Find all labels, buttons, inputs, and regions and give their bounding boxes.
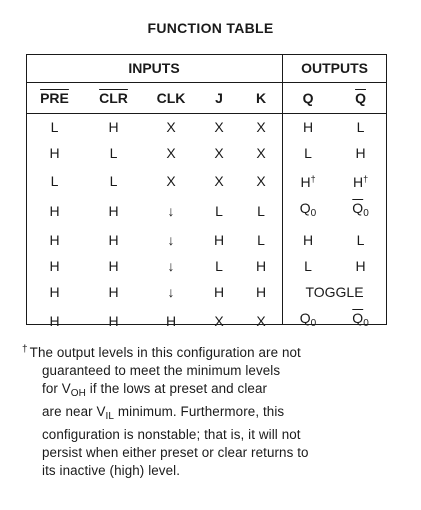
cell-q: H [302,232,314,248]
cell-pre: H [49,232,60,248]
footnote [22,341,397,480]
column-header-row [26,83,387,114]
q0-subscript: 0 [310,208,317,219]
footnote-line: persist when either preset or clear returns to [42,445,309,460]
cell-pre: H [49,145,60,161]
cell-pre: H [49,203,60,219]
table-title: FUNCTION TABLE [147,20,274,36]
dagger-mark: † [310,174,316,184]
cell-qbar: H [355,145,366,161]
footnote-dagger: † [22,344,28,355]
cell-clr: H [108,284,119,300]
footnote-line [22,380,397,403]
cell-clk: X [166,119,176,135]
cell-k: H [255,284,267,300]
inputs-group-header: INPUTS [26,54,282,83]
cell-clr: H [108,203,119,219]
cell-qbar: H [355,258,366,274]
dagger-mark: † [363,174,369,184]
table-row [26,305,387,337]
cell-qbar: L [356,232,365,248]
cell-clk: ↓ [167,203,175,219]
cell-pre: H [49,258,60,274]
cell-qbar-value: $\overline{Q}$ [352,200,364,216]
cell-pre: H [49,284,60,300]
cell-q-value: H [300,174,311,190]
col-q: Q [282,83,334,114]
cell-clr: H [108,119,119,135]
cell-j: X [214,313,224,329]
footnote-text: for V [42,381,71,396]
cell-j: X [214,119,224,135]
col-qbar [334,83,387,114]
cell-k: L [257,232,265,248]
col-k: K [240,83,282,114]
cell-toggle: TOGGLE [305,284,364,300]
cell-qbar-value: $\overline{Q}$ [352,310,364,326]
cell-clr: H [108,232,119,248]
cell-j: X [214,172,224,189]
footnote-text: if the lows at preset and clear [85,381,268,396]
function-table [26,54,387,337]
footnote-line: its inactive (high) level. [42,463,181,478]
table-row [26,166,387,195]
table-row [26,195,387,227]
cell-qbar [334,166,387,195]
footnote-text: minimum. Furthermore, this [114,404,285,419]
table-row [26,140,387,166]
cell-k: X [256,313,266,329]
cell-clk: ↓ [167,232,175,248]
col-pre [26,83,83,114]
col-qbar-label: $\overline{Q}$ [355,90,366,106]
cell-pre: L [50,119,59,135]
cell-k: X [256,172,266,189]
cell-q [282,195,334,227]
q0-subscript: 0 [363,208,369,219]
footnote-text: are near V [42,404,106,419]
cell-clk: ↓ [167,258,175,274]
cell-q-value: Q [299,200,311,216]
col-clr-label: $\overline{CLR}$ [99,90,128,106]
q0-subscript: 0 [310,318,317,329]
group-header-row [26,54,387,83]
col-clk: CLK [144,83,198,114]
cell-pre: L [50,172,59,189]
cell-clr: H [108,313,119,329]
table-row [26,279,387,305]
cell-q [282,305,334,337]
cell-q [282,166,334,195]
cell-q-value: Q [299,310,311,326]
cell-j: L [215,258,223,274]
cell-k: L [257,203,265,219]
cell-clr: L [109,145,118,161]
cell-qbar: L [356,119,365,135]
cell-j: H [213,284,225,300]
cell-clr: H [108,258,119,274]
cell-j: X [214,145,224,161]
footnote-text: The output levels in this configuration are not [29,345,301,360]
col-clr [83,83,144,114]
cell-clk: ↓ [167,284,175,300]
footnote-line [22,341,397,362]
cell-k: H [255,258,267,274]
col-pre-label: $\overline{PRE}$ [40,90,69,106]
footnote-line: configuration is nonstable; that is, it will not [42,427,301,442]
cell-q: H [302,119,314,135]
cell-j: L [215,203,223,219]
cell-q: L [304,258,312,274]
footnote-line [22,403,397,426]
voh-subscript: OH [70,388,86,399]
table-row [26,114,387,141]
col-j: J [198,83,240,114]
cell-qbar [334,195,387,227]
cell-j: H [213,232,225,248]
cell-clk: X [166,145,176,161]
footnote-line: guaranteed to meet the minimum levels [42,363,281,378]
cell-clr: L [109,172,118,189]
cell-k: X [256,145,266,161]
cell-q: L [304,145,312,161]
outputs-group-header: OUTPUTS [282,54,387,83]
table-row [26,253,387,279]
table-row [26,227,387,253]
cell-qbar-value: H [352,174,364,190]
cell-qbar [334,305,387,337]
q0-subscript: 0 [363,318,369,329]
vil-subscript: IL [105,411,115,422]
cell-clk: X [166,172,176,189]
cell-clk: H [165,313,177,329]
cell-pre: H [49,313,60,329]
cell-k: X [256,119,266,135]
